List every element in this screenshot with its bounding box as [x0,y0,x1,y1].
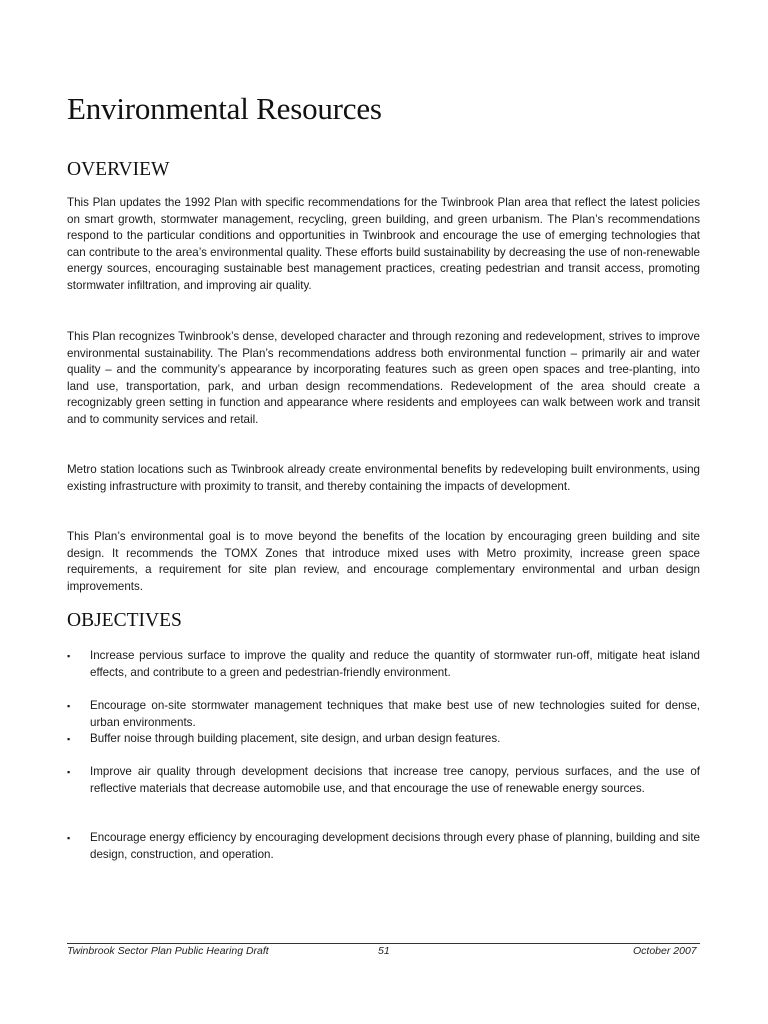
objective-text: Encourage on-site stormwater management techniques that make best use of new technologies suited for dense, urban environments. [90,699,700,729]
overview-paragraph-2: This Plan recognizes Twinbrook’s dense, developed character and through rezoning and redevelopment, strives to improve environmental sustainability. The Plan’s recommendations address both environmental function – primarily air and water quality – and the community’s appearance by incorporating features such as green open spaces and tree-planting, into land use, transportation, park, and urban design recommendations. Redevelopment of the area should create a recognizably green setting in function and appearance where residents and employees can walk between work and transit and to community services and retail. [67,330,700,426]
objective-text: Encourage energy efficiency by encouraging development decisions through every phase of planning, building and site design, construction, and operation. [90,831,700,861]
footer-date: October 2007 [633,945,697,957]
page-title: Environmental Resources [67,91,382,126]
footer-document-title: Twinbrook Sector Plan Public Hearing Draft [67,945,269,957]
objective-item [67,830,700,863]
objective-text: Buffer noise through building placement, site design, and urban design features. [90,732,501,745]
overview-paragraph-3: Metro station locations such as Twinbrook already create environmental benefits by redeveloping built environments, using existing infrastructure with proximity to transit, and thereby containing the impacts of development. [67,463,700,493]
objective-item [67,731,700,748]
bullet-icon: ▪ [67,767,71,777]
bullet-icon: ▪ [67,734,71,744]
footer-page-number: 51 [378,945,390,957]
objectives-heading: OBJECTIVES [67,610,182,631]
objective-text: Increase pervious surface to improve the quality and reduce the quantity of stormwater run-off, mitigate heat island effects, and contribute to a green and pedestrian-friendly environment. [90,649,700,679]
bullet-icon: ▪ [67,701,71,711]
overview-heading: OVERVIEW [67,159,170,180]
bullet-icon: ▪ [67,651,71,661]
objective-item [67,764,700,797]
overview-paragraph-4: This Plan’s environmental goal is to move beyond the benefits of the location by encouraging green building and site design. It recommends the TOMX Zones that introduce mixed uses with Metro proximity, increase green space requirements, a requirement for site plan review, and encourage complementary environmental and urban design improvements. [67,530,700,593]
objective-item [67,648,700,681]
objective-text: Improve air quality through development decisions that increase tree canopy, pervious surfaces, and the use of reflective materials that decrease automobile use, and that encourage the use of renewable energy sources. [90,765,700,795]
overview-paragraph-1: This Plan updates the 1992 Plan with specific recommendations for the Twinbrook Plan area that reflect the latest policies on smart growth, stormwater management, recycling, green building, and green urbanism. The Plan’s recommendations respond to the particular conditions and opportunities in Twinbrook and encourage the use of emerging technologies that can contribute to the area’s environmental quality. These efforts build sustainability by decreasing the use of non-renewable energy sources, encouraging sustainable best management practices, creating pedestrian and transit access, promoting stormwater infiltration, and improving air quality. [67,196,700,292]
bullet-icon: ▪ [67,833,71,843]
objective-item [67,698,700,731]
